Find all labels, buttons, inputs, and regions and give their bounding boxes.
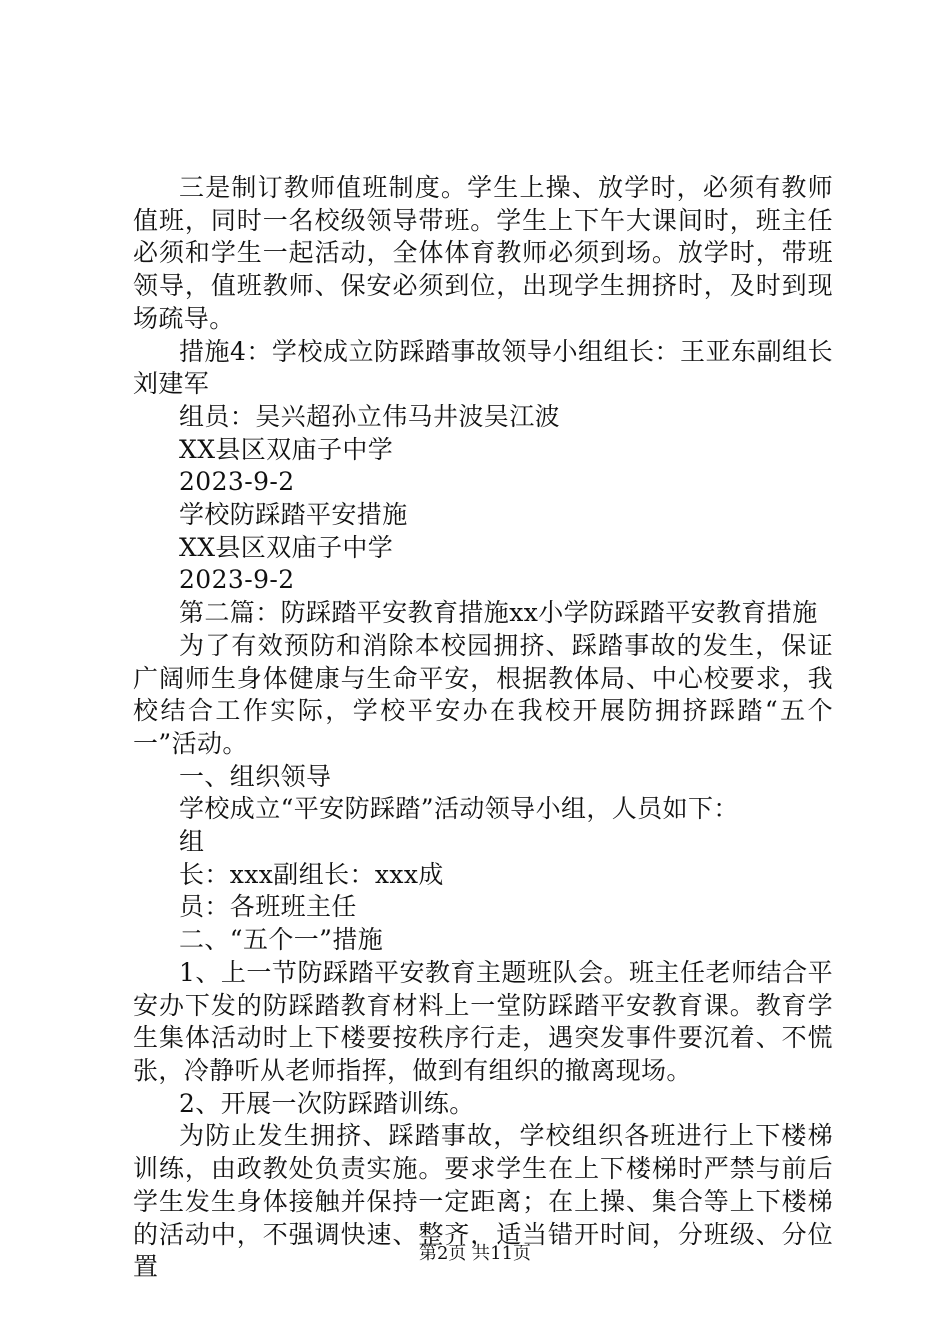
paragraph-section-title: 学校防踩踏平安措施 <box>179 500 408 530</box>
paragraph-school-name-2: XX县区双庙子中学 <box>179 532 394 562</box>
paragraph-measure-training: 2、开展一次防踩踏训练。 <box>179 1088 475 1118</box>
paragraph-staff: 员：各班班主任 <box>179 892 357 922</box>
paragraph-group: 组 <box>179 827 205 857</box>
paragraph-date-2: 2023-9-2 <box>179 565 295 595</box>
page-footer: 第2页 共11页 <box>418 1243 532 1264</box>
document-body <box>133 172 833 1284</box>
paragraph-intro: 为了有效预防和消除本校园拥挤、踩踏事故的发生，保证广阔师生身体健康与生命平安，根据教体局、中心校要求，我校结合工作实际，学校平安办在我校开展防拥挤踩踏“五个一”活动。 <box>133 630 833 758</box>
paragraph-measure-class-meeting: 1、上一节防踩踏平安教育主题班队会。班主任老师结合平安办下发的防踩踏教育材料上一堂防踩踏平安教育课。教育学生集体活动时上下楼要按秩序行走，遇突发事件要沉着、不慌张，冷静听从老师指挥，做到有组织的撤离现场。 <box>133 957 833 1085</box>
paragraph-heading-organization: 一、组织领导 <box>179 761 332 791</box>
paragraph-training-detail: 为防止发生拥挤、踩踏事故，学校组织各班进行上下楼梯训练，由政教处负责实施。要求学生在上下楼梯时严禁与前后学生发生身体接触并保持一定距离；在上操、集合等上下楼梯的活动中，不强调快速、整齐，适当错开时间，分班级、分位置 <box>133 1121 833 1282</box>
paragraph-duty-system: 三是制订教师值班制度。学生上操、放学时，必须有教师值班，同时一名校级领导带班。学生上下午大课间时，班主任必须和学生一起活动，全体体育教师必须到场。放学时，带班领导，值班教师、保安必须到位，出现学生拥挤时，及时到现场疏导。 <box>133 173 833 333</box>
paragraph-measure-4: 措施4：学校成立防踩踏事故领导小组组长：王亚东副组长刘建军 <box>133 336 833 399</box>
paragraph-date: 2023-9-2 <box>179 467 295 497</box>
paragraph-members: 组员：吴兴超孙立伟马井波吴江波 <box>179 401 561 431</box>
paragraph-chapter-2-title: 第二篇：防踩踏平安教育措施xx小学防踩踏平安教育措施 <box>179 598 818 628</box>
paragraph-school-name: XX县区双庙子中学 <box>179 434 394 464</box>
paragraph-leadership-group: 学校成立“平安防踩踏”活动领导小组，人员如下： <box>179 794 739 824</box>
paragraph-heading-measures: 二、“五个一”措施 <box>179 925 384 955</box>
paragraph-leaders: 长：xxx副组长：xxx成 <box>179 859 444 889</box>
